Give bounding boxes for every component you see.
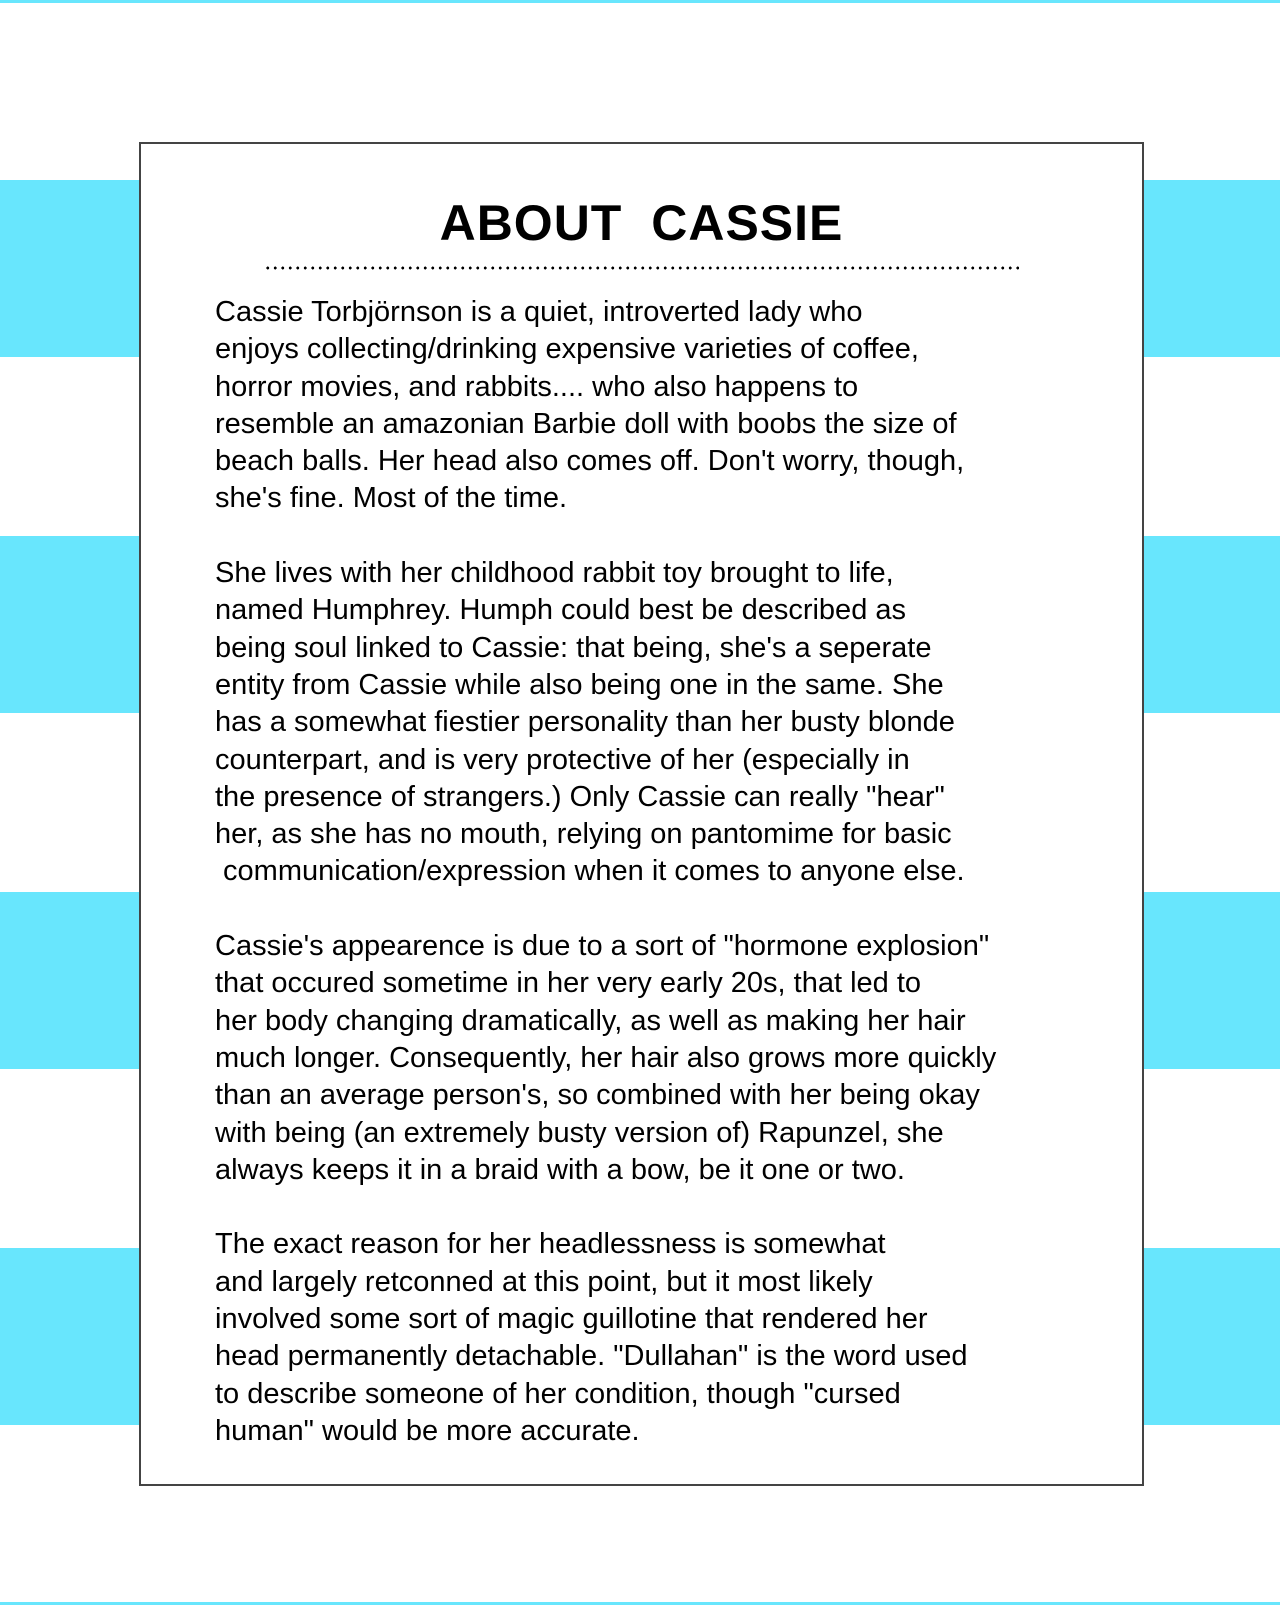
text-line: has a somewhat fiestier personality than her busty blonde bbox=[215, 706, 955, 739]
text-line: head permanently detachable. "Dullahan" is the word used bbox=[215, 1340, 968, 1373]
text-line: that occured sometime in her very early 20s, that led to bbox=[215, 967, 922, 1000]
text-line: horror movies, and rabbits.... who also happens to bbox=[215, 370, 859, 403]
text-line: She lives with her childhood rabbit toy brought to life, bbox=[215, 557, 894, 590]
text-line: enjoys collecting/drinking expensive varieties of coffee, bbox=[215, 333, 919, 366]
text-line: communication/expression when it comes to anyone else. bbox=[215, 855, 965, 888]
text-line: she's fine. Most of the time. bbox=[215, 482, 568, 515]
paragraph bbox=[215, 1226, 1115, 1450]
text-line: Cassie Torbjörnson is a quiet, introverted lady who bbox=[215, 296, 863, 328]
text-line: than an average person's, so combined with her being okay bbox=[215, 1079, 980, 1112]
text-line: entity from Cassie while also being one in the same. She bbox=[215, 668, 944, 701]
text-line: her, as she has no mouth, relying on pantomime for basic bbox=[215, 818, 952, 851]
paragraph bbox=[215, 928, 1115, 1189]
text-line: to describe someone of her condition, though "cursed bbox=[215, 1377, 901, 1410]
page-title: ABOUT CASSIE bbox=[439, 195, 844, 251]
about-text bbox=[215, 294, 1115, 1488]
text-line: resemble an amazonian Barbie doll with boobs the size of bbox=[215, 407, 957, 440]
paragraph bbox=[215, 294, 1115, 518]
text-line: being soul linked to Cassie: that being, she's a seperate bbox=[215, 631, 932, 664]
text-line: much longer. Consequently, her hair also grows more quickly bbox=[215, 1041, 997, 1074]
text-line: counterpart, and is very protective of her (especially in bbox=[215, 743, 910, 776]
about-card bbox=[139, 142, 1144, 1486]
text-line: her body changing dramatically, as well as making her hair bbox=[215, 1004, 966, 1037]
text-line: involved some sort of magic guillotine that rendered her bbox=[215, 1303, 928, 1336]
text-line: The exact reason for her headlessness is somewhat bbox=[215, 1228, 886, 1261]
text-line: beach balls. Her head also comes off. Don't worry, though, bbox=[215, 445, 965, 478]
text-line: Cassie's appearence is due to a sort of "hormone explosion" bbox=[215, 930, 990, 963]
text-line: the presence of strangers.) Only Cassie can really "hear" bbox=[215, 780, 945, 813]
paragraph bbox=[215, 555, 1115, 891]
text-line: always keeps it in a braid with a bow, be it one or two. bbox=[215, 1153, 905, 1186]
text-line: named Humphrey. Humph could best be described as bbox=[215, 594, 907, 627]
dotted-divider bbox=[264, 266, 1019, 270]
text-line: human" would be more accurate. bbox=[215, 1414, 640, 1447]
text-line: with being (an extremely busty version of) Rapunzel, she bbox=[215, 1116, 944, 1149]
top-edge-line bbox=[0, 0, 1280, 3]
text-line: and largely retconned at this point, but it most likely bbox=[215, 1265, 873, 1298]
